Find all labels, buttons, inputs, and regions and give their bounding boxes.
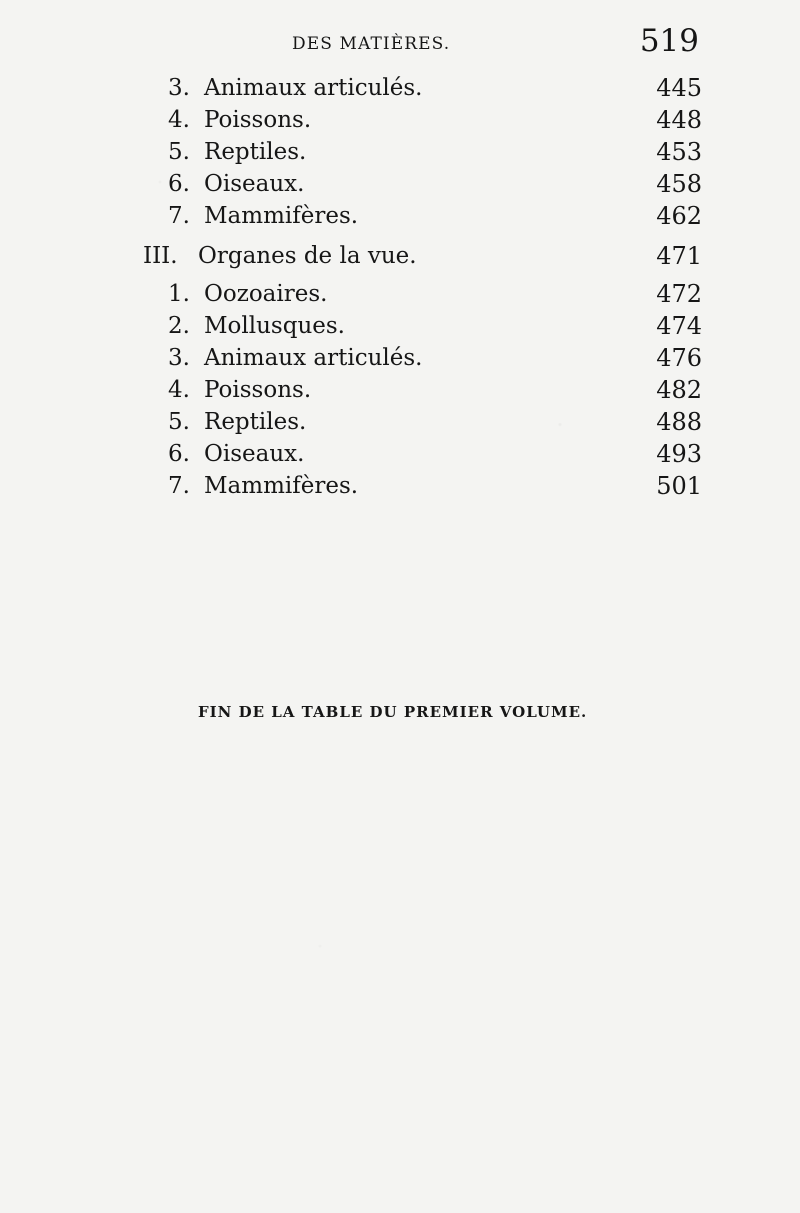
toc-section-number: III. — [143, 243, 178, 269]
toc-entry-label: Animaux articulés. — [204, 75, 423, 101]
toc-entry-label: Reptiles. — [204, 139, 307, 165]
toc-entry-number: 7. — [168, 203, 190, 229]
toc-entry-number: 1. — [168, 281, 190, 307]
toc-entry-label: Mammifères. — [204, 203, 359, 229]
running-header-page-number: 519 — [639, 23, 699, 59]
toc-entry-number: 2. — [168, 313, 190, 339]
toc-entry-page: 462 — [656, 202, 702, 230]
toc-entry — [0, 201, 800, 232]
toc-entry-label: Oiseaux. — [204, 171, 305, 197]
running-header-title: DES MATIÈRES. — [292, 34, 451, 54]
toc-section-label: Organes de la vue. — [198, 243, 417, 269]
toc-entry — [0, 375, 800, 406]
toc-entry-page: 448 — [656, 106, 702, 134]
toc-entry-number: 6. — [168, 171, 190, 197]
toc-entry-page: 472 — [656, 280, 702, 308]
toc-entry-number: 5. — [168, 409, 190, 435]
toc-entry-number: 4. — [168, 377, 190, 403]
toc-entry-page: 474 — [656, 312, 702, 340]
toc-entry-page: 488 — [656, 408, 702, 436]
toc-section-entry — [0, 241, 800, 272]
toc-entry — [0, 407, 800, 438]
toc-entry — [0, 439, 800, 470]
toc-entry — [0, 279, 800, 310]
toc-entry-page: 482 — [656, 376, 702, 404]
toc-entry — [0, 169, 800, 200]
toc-entry-number: 6. — [168, 441, 190, 467]
toc-entry — [0, 105, 800, 136]
toc-entry-number: 5. — [168, 139, 190, 165]
toc-entry-label: Animaux articulés. — [204, 345, 423, 371]
end-of-table-note: FIN DE LA TABLE DU PREMIER VOLUME. — [198, 703, 588, 721]
toc-entry-label: Mollusques. — [204, 313, 345, 339]
toc-entry — [0, 343, 800, 374]
toc-entry-label: Oiseaux. — [204, 441, 305, 467]
toc-section-page: 471 — [656, 242, 702, 270]
toc-entry — [0, 471, 800, 502]
toc-entry-number: 3. — [168, 345, 190, 371]
toc-entry-label: Poissons. — [204, 107, 312, 133]
toc-entry-number: 3. — [168, 75, 190, 101]
toc-entry-number: 4. — [168, 107, 190, 133]
toc-entry-label: Oozoaires. — [204, 281, 328, 307]
toc-entry-label: Mammifères. — [204, 473, 359, 499]
toc-entry-page: 453 — [656, 138, 702, 166]
toc-entry — [0, 73, 800, 104]
toc-entry-page: 493 — [656, 440, 702, 468]
toc-entry-page: 501 — [656, 472, 702, 500]
toc-entry-label: Reptiles. — [204, 409, 307, 435]
toc-entry — [0, 311, 800, 342]
toc-entry-page: 476 — [656, 344, 702, 372]
toc-entry-page: 445 — [656, 74, 702, 102]
toc-entry-number: 7. — [168, 473, 190, 499]
toc-entry — [0, 137, 800, 168]
toc-entry-page: 458 — [656, 170, 702, 198]
toc-entry-label: Poissons. — [204, 377, 312, 403]
